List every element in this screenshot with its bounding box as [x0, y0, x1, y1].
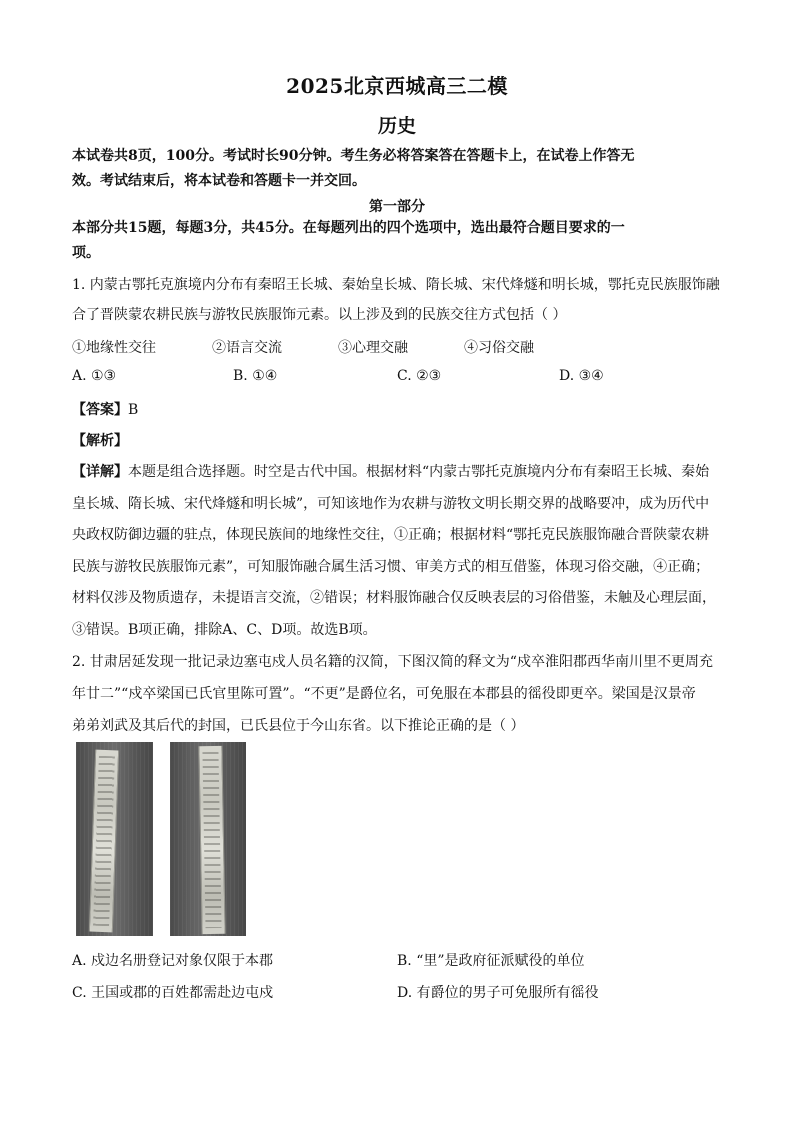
page-title: 2025北京西城高三二模 — [286, 74, 508, 98]
question-2-option-b: B. “里”是政府征派赋役的单位 — [397, 953, 585, 969]
part-description-line: 项。 — [72, 245, 100, 261]
question-2-stem-line: 2. 甘肃居延发现一批记录边塞屯戍人员名籍的汉简，下图汉简的释文为“戍卒淮阳郡西华南川里不更周充 — [72, 654, 713, 670]
answer-tag: 【答案】 — [72, 402, 128, 418]
bamboo-slip-2 — [198, 746, 225, 934]
question-1-option-b: B. ①④ — [233, 368, 278, 384]
exam-instructions — [72, 144, 724, 194]
question-2-stem-line: 年廿二”“戍卒梁国已氏官里陈可置”。“不更”是爵位名，可免服在本郡县的徭役即更卒。梁国是汉景帝 — [72, 686, 696, 702]
part-heading: 第一部分 — [369, 199, 425, 215]
question-2-option-c: C. 王国或郡的百姓都需赴边屯戍 — [72, 985, 274, 1001]
part-description — [72, 216, 724, 266]
question-1-item: ①地缘性交往 — [72, 340, 156, 356]
question-2-option-d: D. 有爵位的男子可免服所有徭役 — [397, 985, 599, 1001]
question-1-option-c: C. ②③ — [397, 368, 442, 384]
question-1-detail — [72, 457, 724, 646]
detail-line: 皇长城、隋长城、宋代烽燧和明长城”，可知该地作为农耕与游牧文明长期交界的战略要冲，成为历代中 — [72, 495, 710, 512]
question-1-items — [72, 337, 724, 357]
detail-text: 本题是组合选择题。时空是古代中国。根据材料“内蒙古鄂托克旗境内分布有秦昭王长城、秦始 — [128, 464, 710, 480]
detail-line: 央政权防御边疆的驻点，体现民族间的地缘性交往，①正确；根据材料“鄂托克民族服饰融合晋陕蒙农耕 — [72, 527, 710, 543]
question-1-stem-line: 合了晋陕蒙农耕民族与游牧民族服饰元素。以上涉及到的民族交往方式包括（ ） — [72, 307, 567, 323]
question-2-stem — [72, 646, 724, 742]
instructions-line: 效。考试结束后，将本试卷和答题卡一并交回。 — [72, 173, 366, 189]
detail-line — [72, 457, 724, 489]
bamboo-slip-photo-2 — [170, 742, 246, 936]
question-1-item: ②语言交流 — [212, 340, 282, 356]
detail-tag: 【详解】 — [72, 464, 128, 480]
analysis-tag: 【解析】 — [72, 433, 128, 449]
detail-line: 民族与游牧民族服饰元素”，可知服饰融合属生活习惯、审美方式的相互借鉴，体现习俗交融，④正确； — [72, 558, 710, 575]
question-2-options-row-1 — [72, 950, 724, 970]
question-1-item: ③心理交融 — [338, 340, 408, 356]
bamboo-slip-photo-1 — [76, 742, 153, 936]
question-2-options-row-2 — [72, 982, 724, 1002]
question-1-stem — [72, 270, 724, 330]
question-1-option-a: A. ①③ — [72, 368, 117, 384]
question-1-option-d: D. ③④ — [559, 368, 604, 384]
detail-line: ③错误。B项正确，排除A、C、D项。故选B项。 — [72, 621, 377, 638]
question-1-options — [72, 368, 724, 388]
answer-line — [72, 399, 138, 419]
question-1-stem-line: 1. 内蒙古鄂托克旗境内分布有秦昭王长城、秦始皇长城、隋长城、宋代烽燧和明长城，鄂托克民族服饰融 — [72, 277, 720, 293]
detail-line: 材料仅涉及物质遗存，未提语言交流，②错误；材料服饰融合仅反映表层的习俗借鉴，未触及心理层面， — [72, 590, 716, 606]
question-2-stem-line: 弟弟刘武及其后代的封国，已氏县位于今山东省。以下推论正确的是（ ） — [72, 718, 525, 734]
part-description-line: 本部分共15题，每题3分，共45分。在每题列出的四个选项中，选出最符合题目要求的一 — [72, 220, 625, 236]
subject-title: 历史 — [377, 115, 416, 137]
instructions-line: 本试卷共8页，100分。考试时长90分钟。考生务必将答案答在答题卡上，在试卷上作答无 — [72, 148, 635, 164]
question-1-item: ④习俗交融 — [464, 340, 534, 356]
question-2-option-a: A. 戍边名册登记对象仅限于本郡 — [72, 953, 274, 969]
answer-value: B — [128, 402, 139, 418]
